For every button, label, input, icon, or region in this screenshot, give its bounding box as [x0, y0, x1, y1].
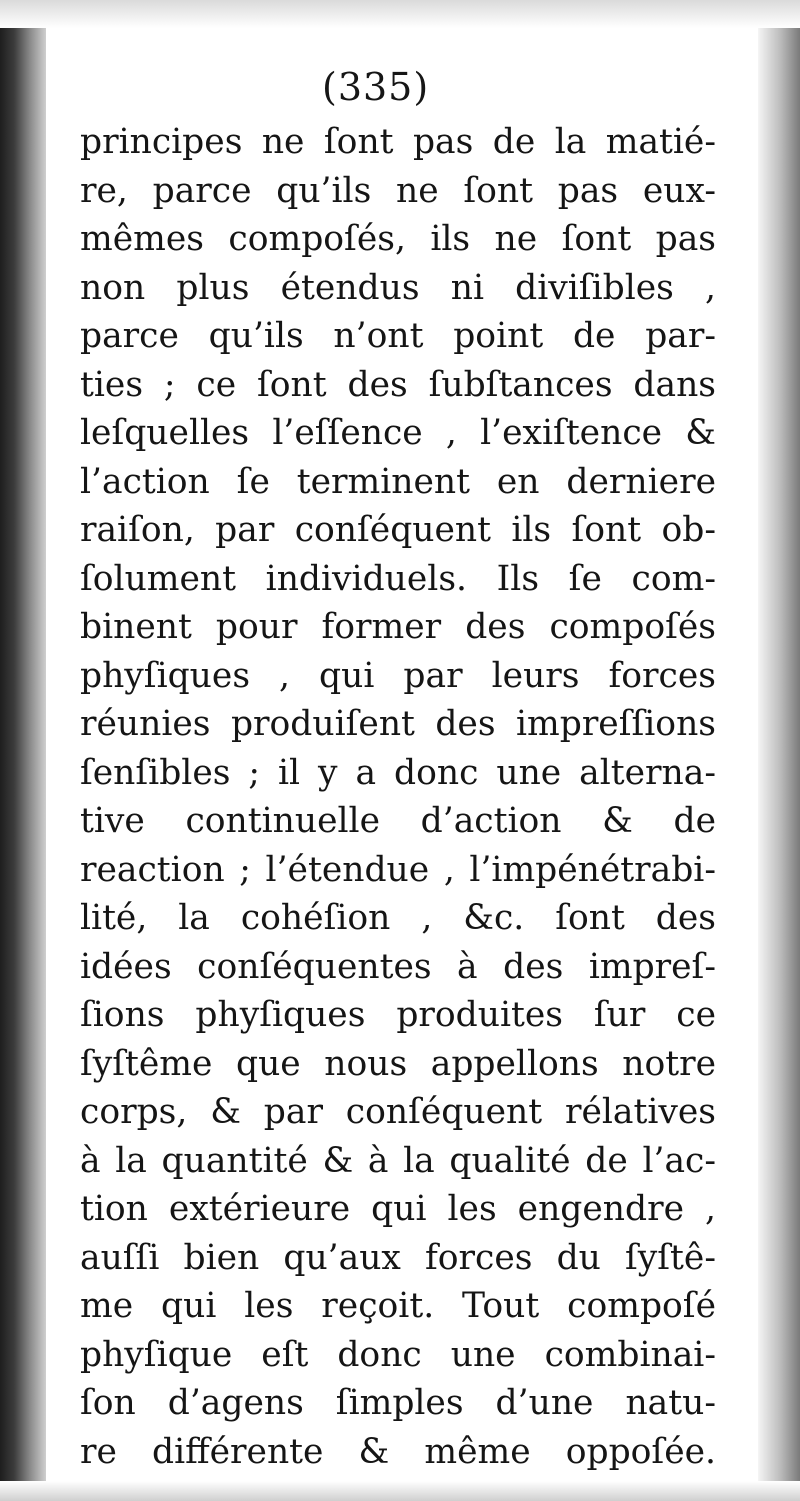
text-line: réunies produiſent des impreſſions [80, 704, 716, 744]
text-line: principes ne ſont pas de la matié- [80, 122, 716, 162]
text-line: parce qu’ils n’ont point de par- [80, 316, 716, 356]
text-line: raiſon, par conſéquent ils ſont ob- [80, 510, 716, 550]
text-line: l’action ſe terminent en derniere [80, 461, 716, 502]
text-line: ſyſtême que nous appellons notre [80, 1043, 716, 1084]
text-line: ſolument individuels. Ils ſe com- [80, 558, 716, 599]
bottom-edge-shade [0, 1481, 800, 1501]
text-line: ſon d’agens ſimples d’une natu- [80, 1383, 716, 1423]
text-line: reaction ; l’étendue , l’impénétrabi- [80, 849, 716, 890]
text-line: ſions phyſiques produites ſur ce [80, 995, 716, 1035]
top-edge-shade [0, 0, 800, 28]
text-line: corps, & par conſéquent rélatives [80, 1092, 716, 1132]
text-line: re différente & même oppoſée. [80, 1431, 716, 1472]
text-line: phyſique eſt donc une combinai- [80, 1334, 716, 1375]
text-line: non plus étendus ni diviſibles , [80, 267, 716, 308]
page-edge-shadow [758, 0, 800, 1501]
text-line: idées conſéquentes à des impreſ- [80, 946, 716, 987]
text-line: leſquelles l’eſſence , l’exiſtence & [80, 413, 716, 453]
binding-shadow [0, 0, 46, 1501]
text-line: ſenſibles ; il y a donc une alterna- [80, 752, 716, 793]
text-line: mêmes compoſés, ils ne ſont pas [80, 219, 716, 259]
text-line: tive continuelle d’action & de [80, 801, 716, 841]
text-line: tion extérieure qui les engendre , [80, 1189, 716, 1229]
body-text [80, 118, 716, 1476]
text-line: re, parce qu’ils ne ſont pas eux- [80, 170, 716, 211]
page-number: (335) [322, 65, 430, 109]
text-line: lité, la cohéſion , &c. ſont des [80, 898, 716, 938]
text-line: binent pour former des compoſés [80, 607, 716, 647]
text-line: à la quantité & à la qualité de l’ac- [80, 1140, 716, 1181]
text-line: me qui les reçoit. Tout compoſé [80, 1286, 716, 1326]
text-line: auſſi bien qu’aux forces du ſyſtê- [80, 1237, 716, 1278]
text-line: ties ; ce ſont des ſubſtances dans [80, 364, 716, 405]
text-line: phyſiques , qui par leurs forces [80, 655, 716, 696]
